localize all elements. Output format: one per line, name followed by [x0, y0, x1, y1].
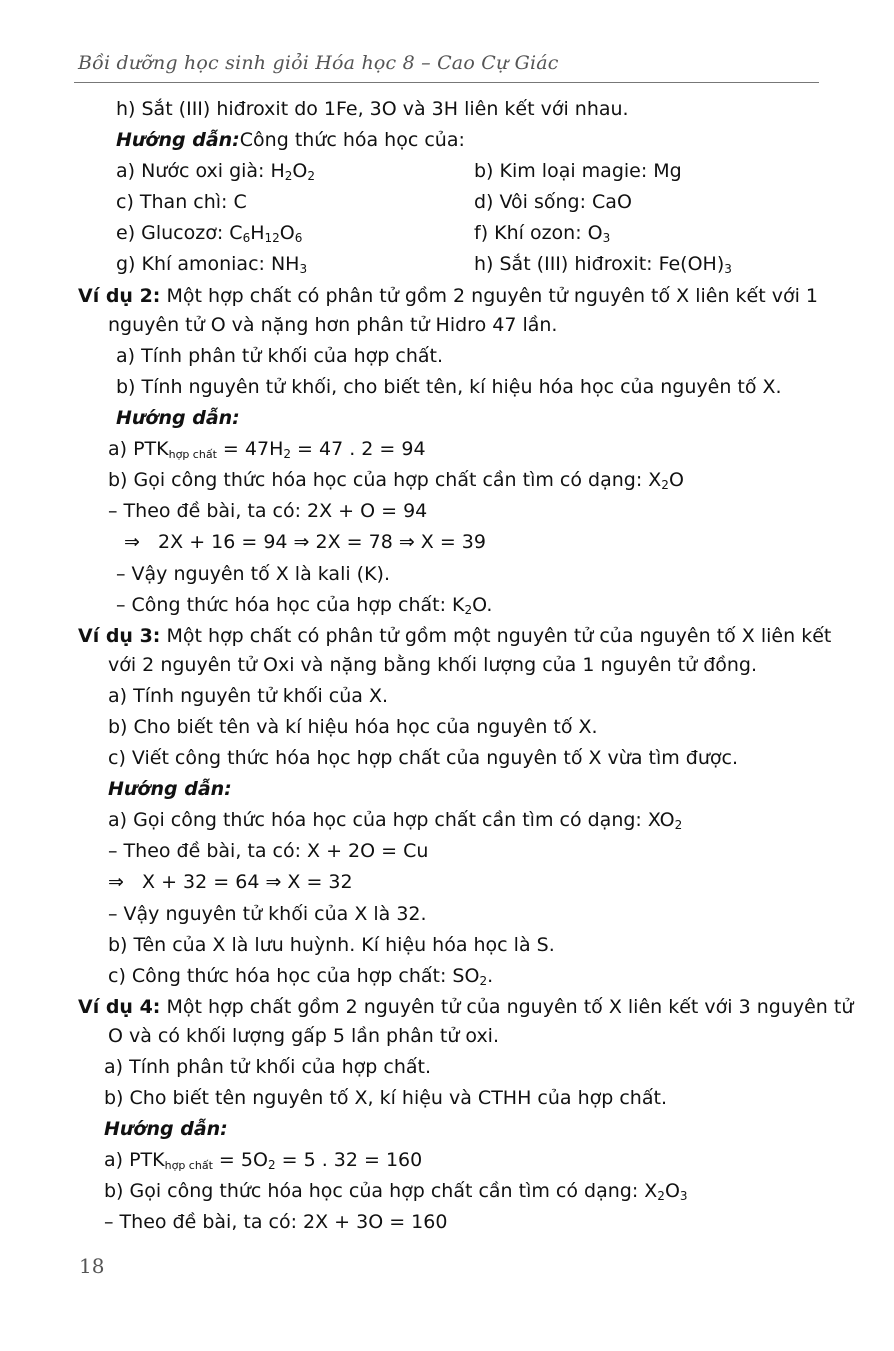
- ex2-question-line2: nguyên tử O và nặng hơn phân tử Hidro 47 lần.: [108, 314, 558, 336]
- ex1-answer-c: c) Than chì: C: [116, 191, 247, 213]
- ex4-question-line1: Ví dụ 4: Một hợp chất gồm 2 nguyên tử của nguyên tố X liên kết với 3 nguyên tử: [78, 996, 854, 1018]
- ex3-calc: ⇒ X + 32 = 64 ⇒ X = 32: [108, 871, 353, 893]
- ex3-solution-b: b) Tên của X là lưu huỳnh. Kí hiệu hóa học là S.: [108, 934, 555, 956]
- ex1-guide-text: Công thức hóa học của:: [239, 129, 465, 151]
- ex2-formula: – Công thức hóa học của hợp chất: $K_2O$.: [116, 594, 493, 617]
- ex2-question-a: a) Tính phân tử khối của hợp chất.: [116, 345, 444, 367]
- ex2-question-b: b) Tính nguyên tử khối, cho biết tên, kí hiệu hóa học của nguyên tố X.: [116, 376, 782, 398]
- ex1-answer-g: g) Khí amoniac: $NH_3$: [116, 253, 308, 276]
- ex2-solution-b: b) Gọi công thức hóa học của hợp chất cần tìm có dạng: $X_2O$: [108, 469, 684, 492]
- ex4-guide-heading: Hướng dẫn:: [104, 1118, 228, 1140]
- ex3-question-a: a) Tính nguyên tử khối của X.: [108, 685, 389, 707]
- ex3-question-line2: với 2 nguyên tử Oxi và nặng bằng khối lượng của 1 nguyên tử đồng.: [108, 654, 758, 676]
- implies-icon: ⇒: [124, 531, 140, 553]
- ex4-question-b: b) Cho biết tên nguyên tố X, kí hiệu và CTHH của hợp chất.: [104, 1087, 667, 1109]
- guide-heading: Hướng dẫn:: [116, 129, 240, 151]
- ex3-question-b: b) Cho biết tên và kí hiệu hóa học của nguyên tố X.: [108, 716, 598, 738]
- ex3-conclusion: – Vậy nguyên tử khối của X là 32.: [108, 903, 427, 925]
- ex1-guide: [116, 126, 465, 154]
- ex2-question-line1: Ví dụ 2: Một hợp chất có phân tử gồm 2 nguyên tử nguyên tố X liên kết với 1: [78, 285, 818, 307]
- ex4-question-line2: O và có khối lượng gấp 5 lần phân tử oxi.: [108, 1025, 500, 1047]
- ex3-formula: c) Công thức hóa học của hợp chất: $SO_2$.: [108, 965, 494, 988]
- ex2-conclusion: – Vậy nguyên tố X là kali (K).: [116, 563, 390, 585]
- ex2-solution-a: a) $PTK_{hợp chất} = 47H_2 = 47$ . 2 = 94: [108, 438, 426, 461]
- ex4-equation: – Theo đề bài, ta có: 2X + 3O = 160: [104, 1211, 448, 1233]
- ex3-question-line1: Ví dụ 3: Một hợp chất có phân tử gồm một nguyên tử của nguyên tố X liên kết: [78, 625, 832, 647]
- ex4-solution-b: b) Gọi công thức hóa học của hợp chất cần tìm có dạng: $X_2O_3$: [104, 1180, 688, 1203]
- ex2-guide-heading: Hướng dẫn:: [116, 407, 240, 429]
- ex4-label: Ví dụ 4:: [78, 996, 161, 1018]
- ex1-answer-d: d) Vôi sống: CaO: [474, 191, 632, 213]
- ex4-solution-a: a) $PTK_{hợp chất} = 5O_2 = 5$ . 32 = 160: [104, 1149, 423, 1172]
- ex4-question-a: a) Tính phân tử khối của hợp chất.: [104, 1056, 432, 1078]
- header-rule: [74, 82, 819, 83]
- ex3-solution-a: a) Gọi công thức hóa học của hợp chất cần tìm có dạng: $XO_2$: [108, 809, 683, 832]
- ex3-label: Ví dụ 3:: [78, 625, 161, 647]
- ex1-answer-b: b) Kim loại magie: Mg: [474, 160, 682, 182]
- ex1-item-h: h) Sắt (III) hiđroxit do 1Fe, 3O và 3H liên kết với nhau.: [116, 98, 629, 120]
- ex3-equation: – Theo đề bài, ta có: X + 2O = Cu: [108, 840, 429, 862]
- ex1-answer-e: e) Glucozơ: $C_6H_{12}O_6$: [116, 222, 303, 245]
- ex2-equation: – Theo đề bài, ta có: 2X + O = 94: [108, 500, 428, 522]
- ex2-calc: ⇒ 2X + 16 = 94 ⇒ 2X = 78 ⇒ X = 39: [124, 531, 486, 553]
- ex1-answer-f: f) Khí ozon: $O_3$: [474, 222, 611, 245]
- ex3-question-c: c) Viết công thức hóa học hợp chất của nguyên tố X vừa tìm được.: [108, 747, 739, 769]
- implies-icon: ⇒: [108, 871, 124, 893]
- running-header: Bồi dưỡng học sinh giỏi Hóa học 8 – Cao Cự Giác: [78, 52, 559, 74]
- ex1-answer-a: a) Nước oxi già: $H_2O_2$: [116, 160, 316, 183]
- ex1-answer-h: h) Sắt (III) hiđroxit: $Fe(OH)_3$: [474, 253, 732, 276]
- ex2-label: Ví dụ 2:: [78, 285, 161, 307]
- ex3-guide-heading: Hướng dẫn:: [108, 778, 232, 800]
- page-number: 18: [79, 1254, 105, 1278]
